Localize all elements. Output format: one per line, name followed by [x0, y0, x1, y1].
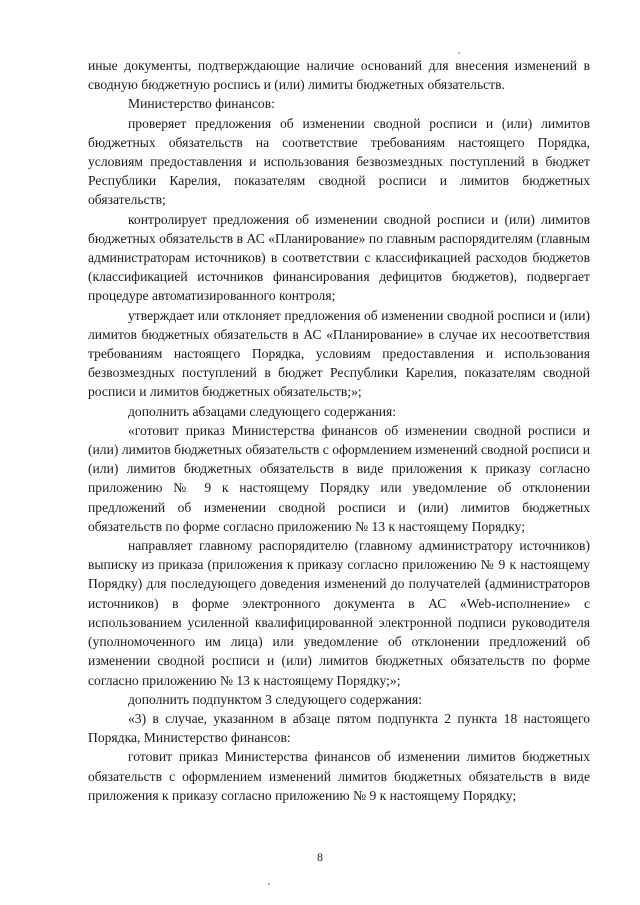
paragraph: иные документы, подтверждающие наличие оснований для внесения изменений в сводную бюджетную роспись и (или) лимиты бюджетных обязательств. [88, 58, 590, 93]
scan-speck [268, 883, 270, 885]
paragraph: дополнить абзацами следующего содержания: [128, 403, 397, 419]
paragraph: контролирует предложения об изменении сводной росписи и (или) лимитов бюджетных обязательств в АС «Планирование» по главным распорядителям (главным администраторам источников) в соответствии с классификацией расходов бюджетов (классификацией источников финансирования дефицитов бюджетов), подвергает процедуре автоматизированного контроля; [88, 211, 590, 304]
paragraph: «готовит приказ Министерства финансов об изменении сводной росписи и (или) лимитов бюджетных обязательств с оформлением изменений сводной росписи и (или) лимитов бюджетных обязательств в виде приложения к приказу согласно приложению № 9 к настоящему Порядку или уведомление об отклонении предложений об изменении сводной росписи и (или) лимитов бюджетных обязательств по форме согласно приложению № 13 к настоящему Порядку; [88, 422, 590, 534]
paragraph: Министерство финансов: [128, 96, 275, 112]
document-body [88, 56, 590, 805]
paragraph: «3) в случае, указанном в абзаце пятом подпункта 2 пункта 18 настоящего Порядка, Министерство финансов: [88, 710, 590, 746]
paragraph: дополнить подпунктом 3 следующего содержания: [128, 691, 423, 707]
paragraph: проверяет предложения об изменении сводной росписи и (или) лимитов бюджетных обязательств на соответствие требованиям настоящего Порядка, условиям предоставления и использования безвозмездных поступлений в бюджет Республики Карелия, показателям сводной росписи и лимитов бюджетных обязательств; [88, 115, 590, 208]
paragraph: готовит приказ Министерства финансов об изменении лимитов бюджетных обязательств с оформлением изменений лимитов бюджетных обязательств в виде приложения к приказу согласно приложению № 9 к настоящему Порядку; [88, 749, 590, 803]
paragraph: утверждает или отклоняет предложения об изменении сводной росписи и (или) лимитов бюджетных обязательств в АС «Планирование» в случае их несоответствия требованиям настоящего Порядка, условиям предоставления и использования безвозмездных поступлений в бюджет Республики Карелия, показателям сводной росписи и лимитов бюджетных обязательств;»; [88, 307, 590, 400]
page-number: 8 [317, 850, 323, 864]
paragraph: направляет главному распорядителю (главному администратору источников) выписку из приказа (приложения к приказу согласно приложению № 9 к настоящему Порядку) для последующего доведения изменений до получателей (администраторов источников) в форме электронного документа в АС «Web-исполнение» с использованием усиленной квалифицированной электронной подписи руководителя (уполномоченного им лица) или уведомление об отклонении предложений об изменении сводной росписи и (или) лимитов бюджетных обязательств по форме согласно приложению № 13 к настоящему Порядку;»; [88, 538, 590, 688]
scan-speck [458, 52, 460, 54]
